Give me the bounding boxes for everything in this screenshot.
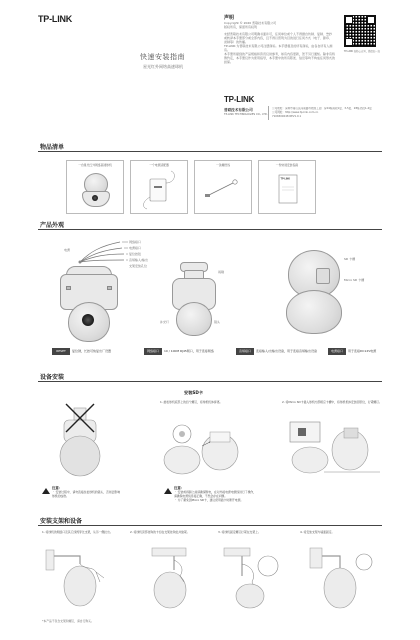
camera-lens-dome: [286, 290, 342, 334]
spec-key: 音频接口: [236, 348, 254, 355]
ir-led: [107, 286, 112, 290]
company-divider: [268, 106, 269, 120]
bracket-footnote: *本产品不包含支架和螺钉，请自行购买。: [42, 619, 94, 623]
label-power: 电源: [64, 248, 71, 252]
appearance-rule: [38, 229, 382, 230]
camera-lens-dome: [176, 302, 212, 336]
label-reset: 复位按钮: [129, 252, 142, 256]
cover-title: 快速安装指南: [140, 53, 185, 61]
bracket-step-3-diagram: [222, 546, 292, 612]
guide-logo: TP-LINK: [280, 177, 290, 181]
qr-finder-bl: [345, 38, 353, 46]
label-audio: 音频输入/输出: [129, 258, 149, 262]
bracket-step-1-diagram: [46, 546, 116, 612]
sd-step-1-diagram: [158, 416, 248, 476]
note-line: ・ 安装过程中，请勿直接拉扯球机的镜头，否则会影响: [52, 490, 121, 494]
label-mount-hole: 支架安装孔位: [129, 264, 148, 268]
spec-value: 连接输入/出输出设备，用于连接音频输出设备: [256, 349, 318, 353]
bracket-step-4: 4. 将安装支架与墙面固定。: [300, 530, 335, 534]
ir-led: [66, 286, 71, 290]
spec-value: 10 / 100M RJ45网口，用于连接网络: [164, 349, 214, 353]
note-line: 请确保电源线连接正确，不然会存在问题。: [174, 494, 228, 498]
packing-title: 物品清单: [40, 144, 65, 151]
guide-image: [259, 161, 315, 213]
company-doc-code: 7106509248 REV1.0.1: [272, 115, 302, 118]
label-sd-slot: SD 卡槽: [344, 257, 356, 261]
qr-finder-tl: [345, 16, 353, 24]
camera-lens: [82, 314, 94, 326]
sd-install-heading: 安装SD卡: [184, 390, 204, 395]
packing-item-label: 一条螺丝线: [216, 163, 230, 167]
bracket-step-2-diagram: [134, 546, 204, 612]
port-spec-row: [52, 348, 377, 355]
note-title: 注意：: [174, 486, 185, 490]
spec-key: RESET: [52, 348, 70, 355]
legal-body-line: 录制等）的传播。: [224, 40, 249, 44]
install-title: 设备安装: [40, 374, 65, 381]
packing-item-cable: [194, 160, 252, 214]
camera-rear-view: [168, 262, 221, 342]
note-title: 注意：: [52, 486, 63, 490]
warning-icon-left: [42, 488, 50, 494]
sd-slot-cover: [316, 268, 330, 284]
bracket-step-4-diagram: [304, 546, 384, 612]
notes-right: [174, 486, 314, 502]
note-line: 球机的成像。: [52, 494, 69, 498]
appearance-title: 产品外观: [40, 222, 65, 229]
bracket-title: 安装支架和设备: [40, 518, 83, 525]
sd-step-2-diagram: [284, 416, 384, 476]
sd-step-2: 2. 将Micro SD卡插入球机内部相应卡槽中，将球机机体安装回原位，拧紧螺钉。: [282, 400, 382, 404]
spec-key: 网络接口: [144, 348, 162, 355]
camera-lens-image: [92, 195, 98, 201]
camera-sd-view: [282, 250, 344, 336]
legal-body-line: 殊约定，本手册仅作为使用指导，本手册中的所有陈述、信息等均不构成任何形式的担保。: [224, 56, 336, 64]
packing-item-camera: [66, 160, 124, 214]
label-power-port: 电源接口: [129, 246, 142, 250]
label-wiper: 雨刷: [218, 270, 225, 274]
legal-rights: 版权所有，保留所有权利: [224, 25, 258, 29]
company-name-cn: 普联技术有限公司: [224, 108, 253, 112]
packing-item-guide: [258, 160, 316, 214]
bracket-step-3: 3. 将球机固定螺钉拧紧在支架上。: [218, 530, 261, 534]
packing-item-label: 一台星光红外网络高速球机: [78, 163, 112, 167]
packing-item-label: 一份快速安装指南: [275, 163, 299, 167]
cable-image: [195, 161, 251, 213]
label-network-port: 网络接口: [129, 240, 142, 244]
cover-logo: TP-LINK: [38, 14, 73, 24]
packing-item-adapter: [130, 160, 188, 214]
spec-key: 电源接口: [328, 348, 346, 355]
label-lens: 镜头: [214, 320, 221, 324]
camera-front-view: [58, 266, 118, 346]
packing-item-label: 一个电源适配器: [149, 163, 169, 167]
cover-subtitle: 星光红外网络高速球机: [143, 64, 183, 69]
legal-body-line: TP-LINK 为普联技术有限公司注册商标。本手册提及的所有商标，由各自所有人拥有。: [224, 44, 333, 52]
qr-finder-tr: [367, 16, 375, 24]
spec-value: 复位键，长按可恢复出厂设置: [72, 349, 112, 353]
company-logo: TP-LINK: [224, 95, 255, 104]
label-micro-sd-slot: Micro SD 卡槽: [344, 278, 365, 282]
legal-body-line: 本手册所提到的产品规格和资讯仅供参考，如有内容更新，恕不另行通知。除非有特: [224, 52, 336, 56]
sd-step-1: 1. 旋松球机底部上的四个螺钉，将球机机体拆离。: [160, 400, 223, 404]
bracket-step-2: 2. 将球机顶部挂钩的卡扣在支架挂钩处并旋紧。: [130, 530, 190, 534]
note-line: ・ 安装或拆卸之前请确保断电，在对外接电源电源线进行了操作，: [174, 490, 256, 494]
legal-copyright: Copyright © 2020 普联技术有限公司: [224, 21, 277, 25]
company-website: 公司网址：http://www.tp-link.com.cn: [272, 111, 319, 114]
bracket-rule: [38, 525, 382, 526]
install-rule: [38, 381, 382, 382]
adapter-image: [131, 161, 187, 213]
label-ir-light: 补光灯: [160, 320, 170, 324]
legal-heading: 声明: [224, 15, 235, 21]
legal-body: [224, 32, 336, 64]
note-line: ・ 为了避免因Micro SD卡，建议使用插卡时断开电源。: [174, 498, 244, 502]
company-address: 公司地址：深圳市南山区深南路科技园工业厂房24栋南段1层、3-5层、28栋北段1-4层: [272, 107, 372, 110]
legal-body-line: 未经普联技术有限公司明确书面许可，任何单位或个人不得擅自仿制、复制、誊抄: [224, 32, 333, 36]
warning-icon-right: [164, 488, 172, 494]
legal-body-line: 或转译本手册部分或全部内容，且不得以营利为目的进行任何方式（电子、影印、: [224, 36, 333, 40]
no-lift-by-lens-diagram: [50, 398, 110, 488]
notes-left: [52, 486, 144, 498]
spec-value: 用于连接DC12V电源: [348, 349, 377, 353]
packing-rule: [38, 151, 382, 152]
qr-caption: TP-LINK 安防公众号，微信扫一扫: [343, 50, 381, 53]
company-name-en: TP-LINK TECHNOLOGIES CO., LTD.: [224, 113, 268, 116]
bracket-step-1: 1. 将球机的网络口及其它线缆穿过支架，从另一侧拉出。: [42, 530, 113, 534]
